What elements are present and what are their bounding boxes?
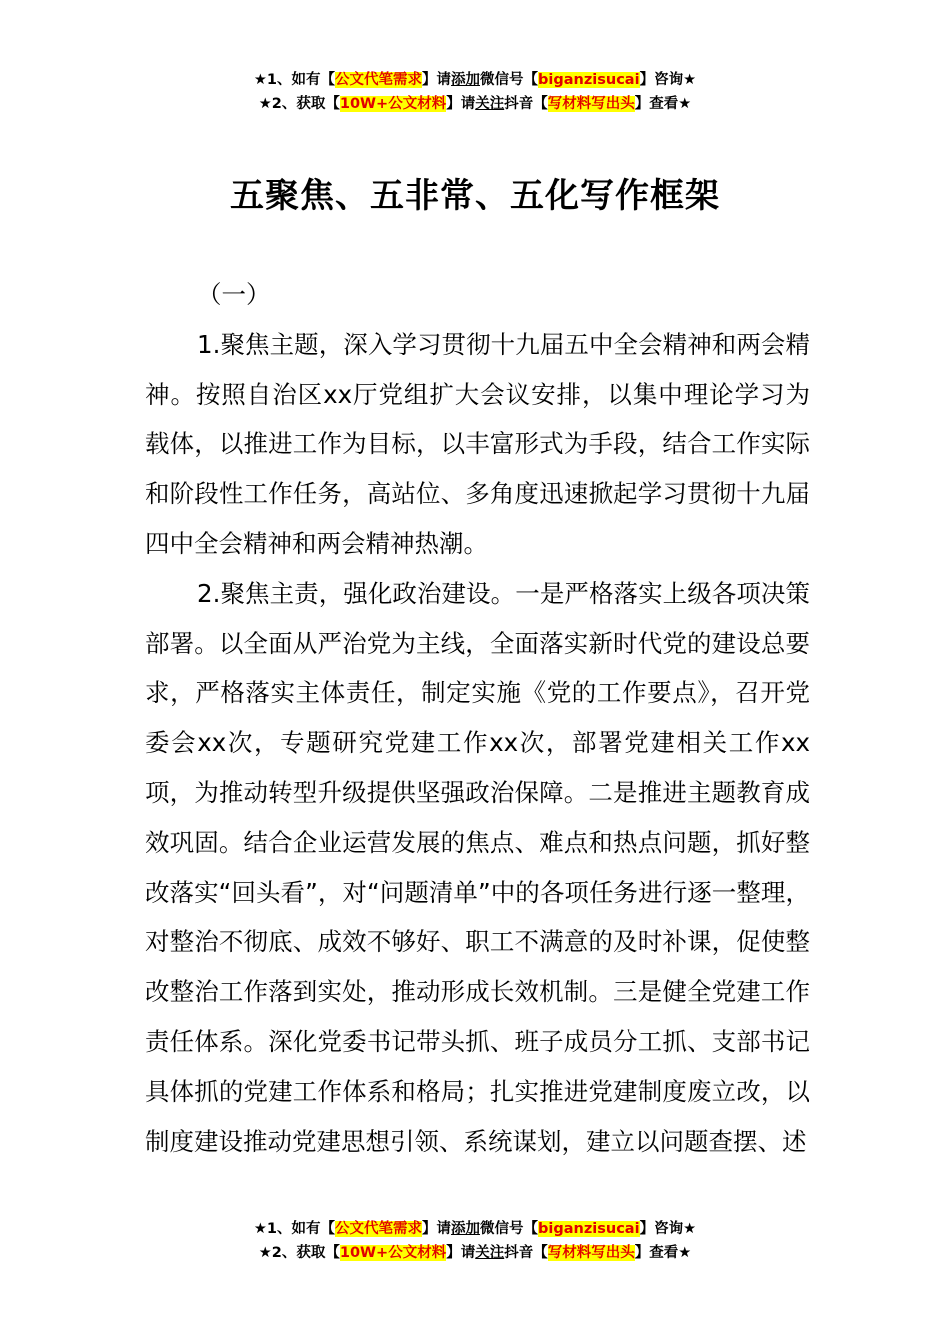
- promo-text: ★1、如有【: [253, 1221, 336, 1237]
- promo-text: 微信号【: [480, 1221, 539, 1237]
- promo-text: 】请: [446, 96, 476, 112]
- paragraph-2: 2.聚焦主责，强化政治建设。一是严格落实上级各项决策部署。以全面从严治党为主线，全面落实新时代党的建设总要求，严格落实主体责任，制定实施《党的工作要点》，召开党委会xx次，专题研究党建工作xx次，部署党建相关工作xx项，为推动转型升级提供坚强政治保障。二是推进主题教育成效巩固。结合企业运营发展的焦点、难点和热点问题，抓好整改落实“回头看”，对“问题清单”中的各项任务进行逐一整理，对整治不彻底、成效不够好、职工不满意的及时补课，促使整改整治工作落到实处，推动形成长效机制。三是健全党建工作责任体系。深化党委书记带头抓、班子成员分工抓、支部书记具体抓的党建工作体系和格局；扎实推进党建制度废立改，以制度建设推动党建思想引领、系统谋划，建立以问题查摆、述: [145, 578, 810, 1156]
- promo-text: 】查看★: [634, 1245, 692, 1261]
- promo-text: 】请: [422, 1221, 452, 1237]
- promo-highlight: 公文代笔需求: [335, 72, 423, 88]
- promo-text: 抖音【: [504, 1245, 548, 1261]
- promo-line-2: [0, 1241, 950, 1265]
- promo-text: ★2、获取【: [258, 1245, 340, 1261]
- promo-highlight: biganzisucai: [538, 1221, 640, 1237]
- promo-highlight: 写材料写出头: [547, 96, 635, 112]
- paragraph-1: 1.聚焦主题，深入学习贯彻十九届五中全会精神和两会精神。按照自治区xx厅党组扩大会议安排，以集中理论学习为载体，以推进工作为目标，以丰富形式为手段，结合工作实际和阶段性工作任务，高站位、多角度迅速掀起学习贯彻十九届四中全会精神和两会精神热潮。: [145, 329, 810, 558]
- promo-text: 】咨询★: [639, 72, 697, 88]
- promo-highlight: biganzisucai: [538, 72, 640, 88]
- promo-highlight: 公文代笔需求: [335, 1221, 423, 1237]
- promo-line-1: [0, 1217, 950, 1241]
- promo-text: 】查看★: [634, 96, 692, 112]
- promo-line-1: [0, 68, 950, 92]
- promo-highlight: 写材料写出头: [547, 1245, 635, 1261]
- promo-highlight: 10W+公文材料: [339, 96, 447, 112]
- promo-text: ★2、获取【: [258, 96, 340, 112]
- promo-banner-top: [0, 68, 950, 116]
- promo-text: 】请: [446, 1245, 476, 1261]
- promo-banner-bottom: [0, 1217, 950, 1265]
- promo-underline: 添加: [451, 1221, 481, 1237]
- promo-text: 】咨询★: [639, 1221, 697, 1237]
- promo-text: 抖音【: [504, 96, 548, 112]
- document-title: 五聚焦、五非常、五化写作框架: [230, 176, 720, 216]
- promo-line-2: [0, 92, 950, 116]
- promo-text: 】请: [422, 72, 452, 88]
- promo-underline: 添加: [451, 72, 481, 88]
- promo-highlight: 10W+公文材料: [339, 1245, 447, 1261]
- section-heading: （一）: [197, 280, 271, 309]
- promo-underline: 关注: [475, 96, 505, 112]
- promo-text: 微信号【: [480, 72, 539, 88]
- promo-text: ★1、如有【: [253, 72, 336, 88]
- document-body: [145, 270, 810, 1166]
- promo-underline: 关注: [475, 1245, 505, 1261]
